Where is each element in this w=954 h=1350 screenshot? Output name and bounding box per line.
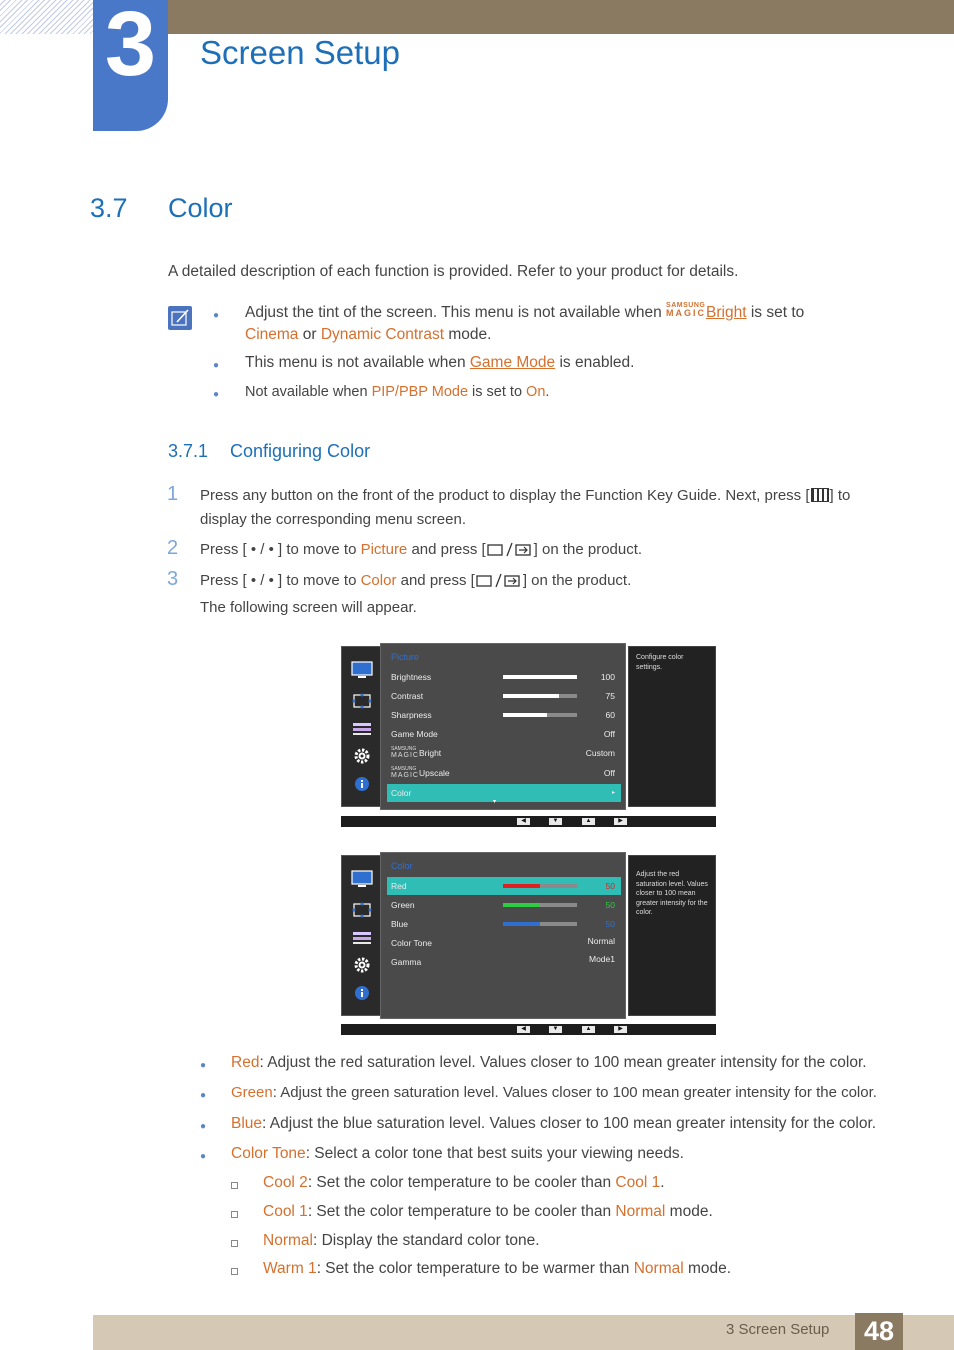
step-3-e: ] on the product. (522, 572, 632, 589)
magic-top: SAMSUNG (391, 746, 417, 752)
term-red: Red (231, 1054, 260, 1071)
sub-text-end: . (660, 1174, 665, 1191)
scroll-down-icon: ▾ (493, 799, 497, 805)
magic-logo (666, 302, 706, 318)
row-value: 50 (605, 881, 615, 891)
bullet-icon: ● (200, 1151, 207, 1162)
term-cool1: Cool 1 (615, 1174, 661, 1191)
row-label: Color (391, 788, 412, 798)
note-3-text-3: . (545, 384, 550, 400)
bullet-text: : Adjust the green saturation level. Values closer to 100 mean greater intensity for the color. (272, 1084, 877, 1101)
bullet-text: : Select a color tone that best suits your viewing needs. (305, 1145, 684, 1162)
gear-icon (351, 747, 373, 765)
slider-fill (503, 922, 540, 926)
note-2-text-2: is enabled. (555, 354, 635, 371)
osd-2-menu (380, 852, 626, 1019)
row-value: 75 (605, 691, 615, 701)
nav-keys: • / • (250, 572, 274, 589)
nav-keys: • / • (250, 541, 274, 558)
info-icon (351, 775, 373, 793)
row-value: 100 (600, 672, 615, 682)
up-key-icon[interactable]: ▲ (582, 1026, 595, 1033)
bullet-text: : Adjust the blue saturation level. Values closer to 100 mean greater intensity for the color. (262, 1115, 877, 1132)
note-icon (168, 306, 192, 330)
row-label: Game Mode (391, 729, 438, 739)
row-value: 60 (605, 710, 615, 720)
slider-fill (503, 903, 540, 907)
sub-text: : Set the color temperature to be cooler than (307, 1174, 616, 1191)
header-bar (168, 0, 954, 34)
menu-row-brightness[interactable] (387, 668, 621, 686)
sub-text-end: mode. (665, 1203, 713, 1220)
section-title: Color (168, 193, 233, 223)
chapter-number: 3 (104, 0, 157, 95)
sub-text: : Set the color temperature to be cooler than (307, 1203, 616, 1220)
term-cool1: Cool 1 (263, 1203, 308, 1220)
step-2-text (200, 538, 642, 565)
row-label: Gamma (391, 957, 422, 967)
bullet-color-tone (231, 1145, 684, 1163)
slider-fill (503, 675, 577, 679)
bullet-icon: ● (200, 1090, 207, 1101)
term-color: Color (360, 572, 397, 589)
term-dynamic-contrast: Dynamic Contrast (320, 326, 445, 343)
row-label (391, 746, 441, 759)
note-1-text-2: is set to (746, 304, 805, 321)
onscreen-display-icon (351, 692, 373, 710)
contrast-slider[interactable] (503, 694, 577, 698)
term-warm1: Warm 1 (263, 1260, 317, 1277)
right-key-icon[interactable]: ▶ (614, 818, 627, 825)
menu-key-icon (811, 488, 829, 502)
step-2-a: Press [ (200, 541, 251, 558)
brightness-slider[interactable] (503, 675, 577, 679)
magic-top: SAMSUNG (666, 302, 706, 309)
menu-row-green[interactable] (387, 896, 621, 914)
sub-bullet-icon (231, 1182, 238, 1189)
term-green: Green (231, 1084, 273, 1101)
onscreen-display-icon (351, 901, 373, 919)
page-number: 48 (863, 1316, 895, 1346)
sub-bullet-cool2 (263, 1174, 665, 1192)
menu-row-magic-bright[interactable] (387, 744, 621, 764)
bullet-green (231, 1084, 877, 1101)
term-cinema: Cinema (245, 326, 299, 343)
row-label: Brightness (391, 672, 432, 682)
intro-text: A detailed description of each function is provided. Refer to your product for details. (168, 263, 739, 280)
step-1-number: 1 (167, 483, 179, 505)
bullet-icon: ● (213, 389, 220, 400)
step-1-a: Press any button on the front of the product to display the Function Key Guide. Next, press [ (200, 487, 810, 504)
osd-2-key-guide (341, 1024, 716, 1035)
term-on: On (526, 384, 546, 400)
osd-1-key-guide (341, 816, 716, 827)
menu-row-blue[interactable] (387, 915, 621, 933)
bullet-text: : Adjust the red saturation level. Values closer to 100 mean greater intensity for the color. (259, 1054, 867, 1071)
step-1-c: display the corresponding menu screen. (200, 511, 466, 528)
step-2-b: ] to move to (273, 541, 361, 558)
step-3-a: Press [ (200, 572, 251, 589)
magic-top: SAMSUNG (391, 766, 417, 772)
sub-text: : Set the color temperature to be warmer than (316, 1260, 634, 1277)
sub-bullet-icon (231, 1268, 238, 1275)
left-key-icon[interactable]: ◀ (517, 1026, 530, 1033)
term-normal: Normal (615, 1203, 666, 1220)
term-picture: Picture (360, 541, 408, 558)
step-3-b: ] to move to (273, 572, 361, 589)
step-3-d: and press [ (396, 572, 475, 589)
row-value: 50 (605, 919, 615, 929)
note-1-text-3: or (298, 326, 321, 343)
step-3-f: The following screen will appear. (200, 599, 417, 616)
row-label: Green (391, 900, 415, 910)
row-label (391, 766, 450, 779)
menu-row-gamma[interactable] (387, 953, 621, 971)
green-slider[interactable] (503, 903, 577, 907)
step-2-d: and press [ (407, 541, 486, 558)
row-value: Off (603, 768, 615, 778)
row-label: Blue (391, 919, 409, 929)
sub-bullet-cool1 (263, 1203, 713, 1221)
menu-row-contrast[interactable] (387, 687, 621, 705)
row-value: Custom (585, 748, 615, 758)
left-key-icon[interactable]: ◀ (517, 818, 530, 825)
slider-fill (503, 884, 540, 888)
note-3-text: Not available when (245, 384, 372, 400)
bullet-blue (231, 1115, 876, 1133)
up-key-icon[interactable]: ▲ (582, 818, 595, 825)
picture-icon (351, 870, 373, 888)
row-value: Mode1 (589, 954, 615, 964)
menu-row-sharpness[interactable] (387, 706, 621, 724)
row-value: 50 (605, 900, 615, 910)
osd-2-help: Adjust the red saturation level. Values closer to 100 mean greater intensity for the color. (628, 855, 716, 1016)
bullet-icon: ● (200, 1060, 207, 1071)
note-2-text: This menu is not available when (245, 354, 470, 371)
sub-bullet-normal (263, 1232, 540, 1250)
picture-icon (351, 661, 373, 679)
bullet-red (231, 1054, 867, 1072)
blue-slider[interactable] (503, 922, 577, 926)
sharpness-slider[interactable] (503, 713, 577, 717)
note-2 (245, 352, 634, 374)
header-hatch (0, 0, 95, 34)
row-value: Off (603, 729, 615, 739)
note-3-text-2: is set to (468, 384, 527, 400)
osd-1-menu (380, 643, 626, 810)
right-key-icon[interactable]: ▶ (614, 1026, 627, 1033)
bullet-icon: ● (200, 1121, 207, 1132)
bullet-icon: ● (213, 310, 220, 321)
down-key-icon[interactable]: ▼ (549, 818, 562, 825)
step-2-e: ] on the product. (533, 541, 643, 558)
footer-chapter: 3 Screen Setup (726, 1321, 830, 1338)
bullet-icon: ● (213, 360, 220, 371)
info-icon (351, 984, 373, 1002)
row-label-text: Upscale (418, 768, 450, 778)
gear-icon (351, 956, 373, 974)
step-3-number: 3 (167, 568, 179, 590)
row-label: Contrast (391, 691, 424, 701)
link-bright[interactable]: Bright (706, 304, 747, 321)
osd-1-title: Picture (391, 652, 420, 662)
row-label: Red (391, 881, 407, 891)
sub-bullet-warm1 (263, 1260, 731, 1278)
step-2-number: 2 (167, 537, 179, 559)
osd-2-icon-bar (341, 855, 381, 1016)
row-label: Color Tone (391, 938, 432, 948)
down-key-icon[interactable]: ▼ (549, 1026, 562, 1033)
osd-2-title: Color (391, 861, 413, 871)
enter-keys-icon (475, 572, 523, 596)
term-blue: Blue (231, 1115, 263, 1132)
row-label-text: Bright (418, 748, 442, 758)
magic-bottom: MAGIC (391, 752, 419, 759)
term-cool2: Cool 2 (263, 1174, 308, 1191)
sub-text-end: mode. (683, 1260, 732, 1277)
note-3 (245, 381, 549, 403)
pip-icon (351, 720, 373, 738)
subsection-title: Configuring Color (230, 441, 371, 461)
step-1-text (200, 484, 850, 532)
note-1-text: Adjust the tint of the screen. This menu is not available when (245, 304, 667, 321)
note-1 (245, 302, 804, 346)
slider-fill (503, 694, 559, 698)
slider-fill (503, 713, 547, 717)
term-normal: Normal (633, 1260, 684, 1277)
sub-bullet-icon (231, 1240, 238, 1247)
chapter-title: Screen Setup (200, 34, 400, 71)
step-1-b: ] to (829, 487, 851, 504)
term-normal: Normal (263, 1232, 313, 1249)
step-3-text (200, 569, 631, 620)
pip-icon (351, 929, 373, 947)
menu-row-game-mode[interactable] (387, 725, 621, 743)
term-pip-pbp: PIP/PBP Mode (371, 384, 469, 400)
enter-keys-icon (486, 541, 534, 565)
section-number: 3.7 (90, 193, 128, 223)
menu-row-color[interactable] (387, 784, 621, 802)
row-value: Normal (587, 936, 615, 946)
menu-row-red[interactable] (387, 877, 621, 895)
submenu-arrow-icon: ▸ (611, 790, 615, 796)
magic-bottom: MAGIC (391, 772, 419, 779)
subsection-number: 3.7.1 (168, 441, 209, 461)
osd-1-icon-bar (341, 646, 381, 807)
term-color-tone: Color Tone (231, 1145, 306, 1162)
note-1-text-4: mode. (444, 326, 492, 343)
osd-1-help: Configure color settings. (628, 646, 716, 807)
sub-text: : Display the standard color tone. (312, 1232, 540, 1249)
menu-row-magic-upscale[interactable] (387, 764, 621, 784)
red-slider[interactable] (503, 884, 577, 888)
link-game-mode[interactable]: Game Mode (469, 354, 556, 371)
magic-bottom: MAGIC (666, 308, 707, 318)
row-label: Sharpness (391, 710, 432, 720)
menu-row-color-tone[interactable] (387, 934, 621, 952)
sub-bullet-icon (231, 1211, 238, 1218)
